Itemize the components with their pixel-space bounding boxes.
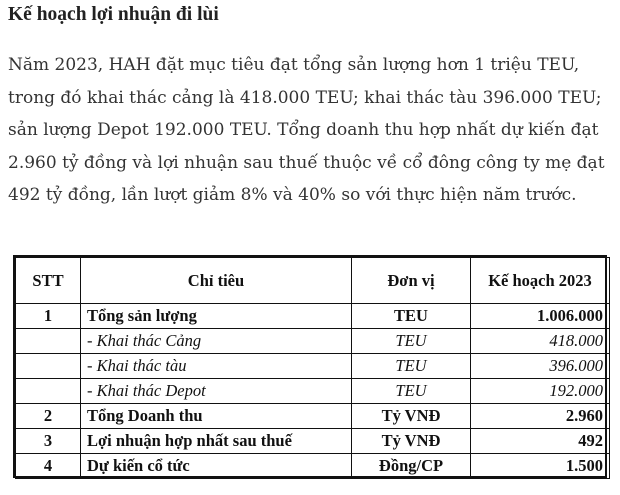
cell-plan: 492 xyxy=(471,429,610,454)
cell-unit: TEU xyxy=(352,304,471,329)
cell-plan: 192.000 xyxy=(471,379,610,404)
table-row xyxy=(16,354,610,379)
cell-unit: TEU xyxy=(352,354,471,379)
cell-stt xyxy=(16,329,81,354)
cell-name: - Khai thác tàu xyxy=(81,354,352,379)
section-heading: Kế hoạch lợi nhuận đi lùi xyxy=(8,4,219,25)
cell-stt: 1 xyxy=(16,304,81,329)
cell-plan: 418.000 xyxy=(471,329,610,354)
plan-table xyxy=(13,255,607,478)
cell-stt: 3 xyxy=(16,429,81,454)
cell-stt: 2 xyxy=(16,404,81,429)
cell-stt xyxy=(16,354,81,379)
table-row xyxy=(16,429,610,454)
cell-stt xyxy=(16,379,81,404)
cell-unit: Đồng/CP xyxy=(352,454,471,479)
cell-name: Dự kiến cổ tức xyxy=(81,454,352,479)
cell-name: Lợi nhuận hợp nhất sau thuế xyxy=(81,429,352,454)
cell-unit: Tỷ VNĐ xyxy=(352,429,471,454)
cell-stt: 4 xyxy=(16,454,81,479)
table-row xyxy=(16,329,610,354)
cell-unit: TEU xyxy=(352,329,471,354)
cell-name: Tổng sản lượng xyxy=(81,304,352,329)
table-header-row xyxy=(16,258,610,304)
table-row xyxy=(16,404,610,429)
table-row xyxy=(16,304,610,329)
cell-unit: TEU xyxy=(352,379,471,404)
cell-plan: 1.500 xyxy=(471,454,610,479)
cell-plan: 2.960 xyxy=(471,404,610,429)
cell-name: - Khai thác Cảng xyxy=(81,329,352,354)
cell-plan: 396.000 xyxy=(471,354,610,379)
header-stt: STT xyxy=(16,258,81,304)
table-row xyxy=(16,454,610,479)
cell-unit: Tỷ VNĐ xyxy=(352,404,471,429)
cell-plan: 1.006.000 xyxy=(471,304,610,329)
header-plan: Kế hoạch 2023 xyxy=(471,258,610,304)
table-row xyxy=(16,379,610,404)
article-paragraph: Năm 2023, HAH đặt mục tiêu đạt tổng sản lượng hơn 1 triệu TEU, trong đó khai thác cảng là 418.000 TEU; khai thác tàu 396.000 TEU; sản lượng Depot 192.000 TEU. Tổng doanh thu hợp nhất dự kiến đạt 2.960 tỷ đồng và lợi nhuận sau thuế thuộc về cổ đông công ty mẹ đạt 492 tỷ đồng, lần lượt giảm 8% và 40% so với thực hiện năm trước. xyxy=(8,55,605,205)
cell-name: - Khai thác Depot xyxy=(81,379,352,404)
header-unit: Đơn vị xyxy=(352,258,471,304)
header-name: Chỉ tiêu xyxy=(81,258,352,304)
cell-name: Tổng Doanh thu xyxy=(81,404,352,429)
